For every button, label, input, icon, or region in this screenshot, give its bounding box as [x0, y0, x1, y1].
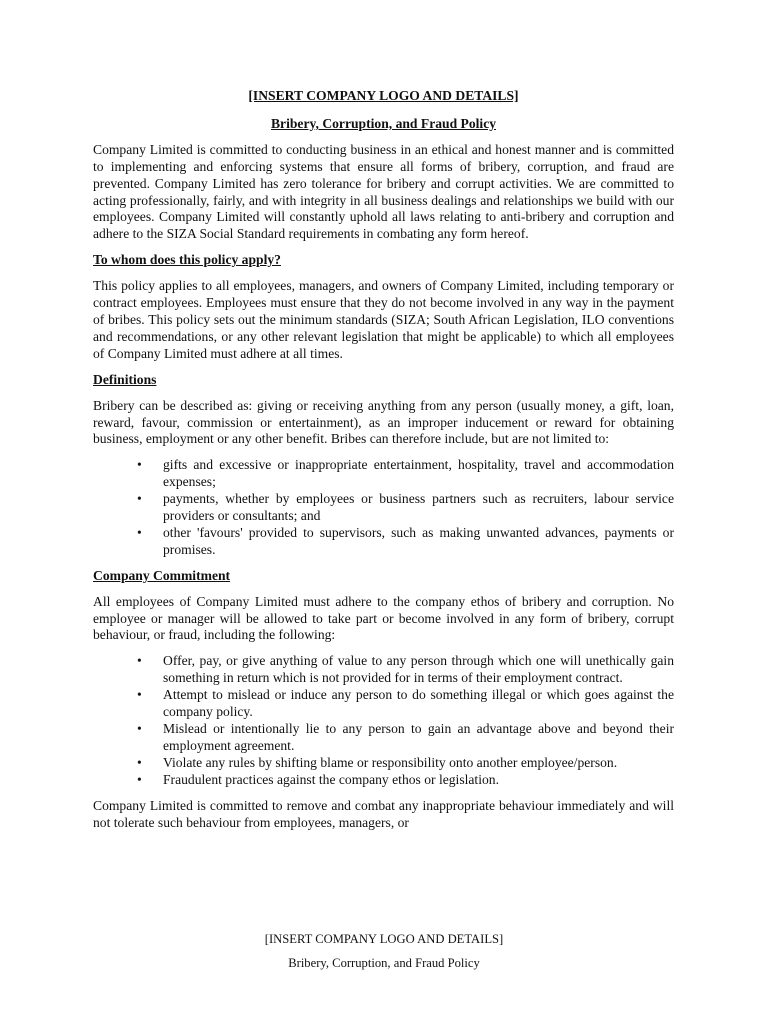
list-item-text: gifts and excessive or inappropriate entertainment, hospitality, travel and accommodation expenses;: [163, 457, 674, 490]
list-item: [93, 525, 674, 559]
list-item: [93, 721, 674, 755]
document-body: [93, 88, 674, 832]
bullet-icon: •: [137, 687, 142, 703]
company-placeholder-heading: [INSERT COMPANY LOGO AND DETAILS]: [248, 88, 519, 103]
bullet-icon: •: [137, 491, 142, 507]
list-item-text: Attempt to mislead or induce any person to do something illegal or which goes against the company policy.: [163, 687, 674, 720]
scope-heading: To whom does this policy apply?: [93, 252, 281, 268]
list-item: [93, 491, 674, 525]
commitment-paragraph: All employees of Company Limited must adhere to the company ethos of bribery and corruption. No employee or manager will be allowed to take part or become involved in any form of bribery, corrupt behaviour, or fraud, including the following:: [93, 593, 674, 643]
commitment-list: [93, 653, 674, 788]
intro-paragraph: Company Limited is committed to conducting business in an ethical and honest manner and is committed to implementing and enforcing systems that ensure all forms of bribery, corruption, and fraud are prevented. Company Limited has zero tolerance for bribery and corrupt activities. We are committed to acting professionally, fairly, and with integrity in all business dealings and relationships we build with our employees. Company Limited will constantly uphold all laws relating to anti-bribery and corruption and adhere to the SIZA Social Standard requirements in combating any form hereof.: [93, 141, 674, 242]
list-item-text: Violate any rules by shifting blame or responsibility onto another employee/person.: [163, 754, 618, 770]
bullet-icon: •: [137, 653, 142, 669]
list-item-text: Fraudulent practices against the company ethos or legislation.: [163, 771, 499, 787]
list-item: [93, 457, 674, 491]
bullet-icon: •: [137, 754, 142, 770]
bullet-icon: •: [137, 457, 142, 473]
commitment-heading: Company Commitment: [93, 567, 231, 583]
list-item: [93, 653, 674, 687]
bullet-icon: •: [137, 771, 142, 787]
list-item-text: Mislead or intentionally lie to any person to gain an advantage above and beyond their employment agreement.: [163, 721, 674, 753]
list-item: [93, 687, 674, 721]
bullet-icon: •: [137, 721, 142, 736]
list-item-text: Offer, pay, or give anything of value to any person through which one will unethically gain something in return which is not provided for in terms of their employment contract.: [163, 653, 674, 686]
definitions-list: [93, 457, 674, 558]
scope-paragraph: This policy applies to all employees, managers, and owners of Company Limited, including temporary or contract employees. Employees must ensure that they do not become involved in any way in the payment of bribes. This policy sets out the minimum standards (SIZA; South African Legislation, ILO conventions and recommendations, or any other relevant legislation that might be applicable) to which all employees of Company Limited must adhere at all times.: [93, 278, 674, 361]
footer-company-placeholder: [INSERT COMPANY LOGO AND DETAILS]: [264, 932, 504, 946]
footer-policy-title: Bribery, Corruption, and Fraud Policy: [288, 956, 480, 970]
policy-title: Bribery, Corruption, and Fraud Policy: [270, 115, 497, 131]
definitions-heading: Definitions: [93, 371, 157, 387]
list-item-text: payments, whether by employees or business partners such as recruiters, labour service providers or consultants; and: [163, 491, 674, 524]
bullet-icon: •: [137, 524, 142, 540]
list-item-text: other 'favours' provided to supervisors, such as making unwanted advances, payments or promises.: [163, 524, 674, 557]
closing-paragraph: Company Limited is committed to remove and combat any inappropriate behaviour immediately and will not tolerate such behaviour from employees, managers, or: [93, 797, 674, 830]
list-item: [93, 772, 674, 789]
list-item: [93, 755, 674, 772]
definitions-paragraph: Bribery can be described as: giving or receiving anything from any person (usually money, a gift, loan, reward, favour, commission or entertainment), as an improper inducement or reward for obtaining business, employment or any other benefit. Bribes can therefore include, but are not limited to:: [93, 397, 674, 447]
